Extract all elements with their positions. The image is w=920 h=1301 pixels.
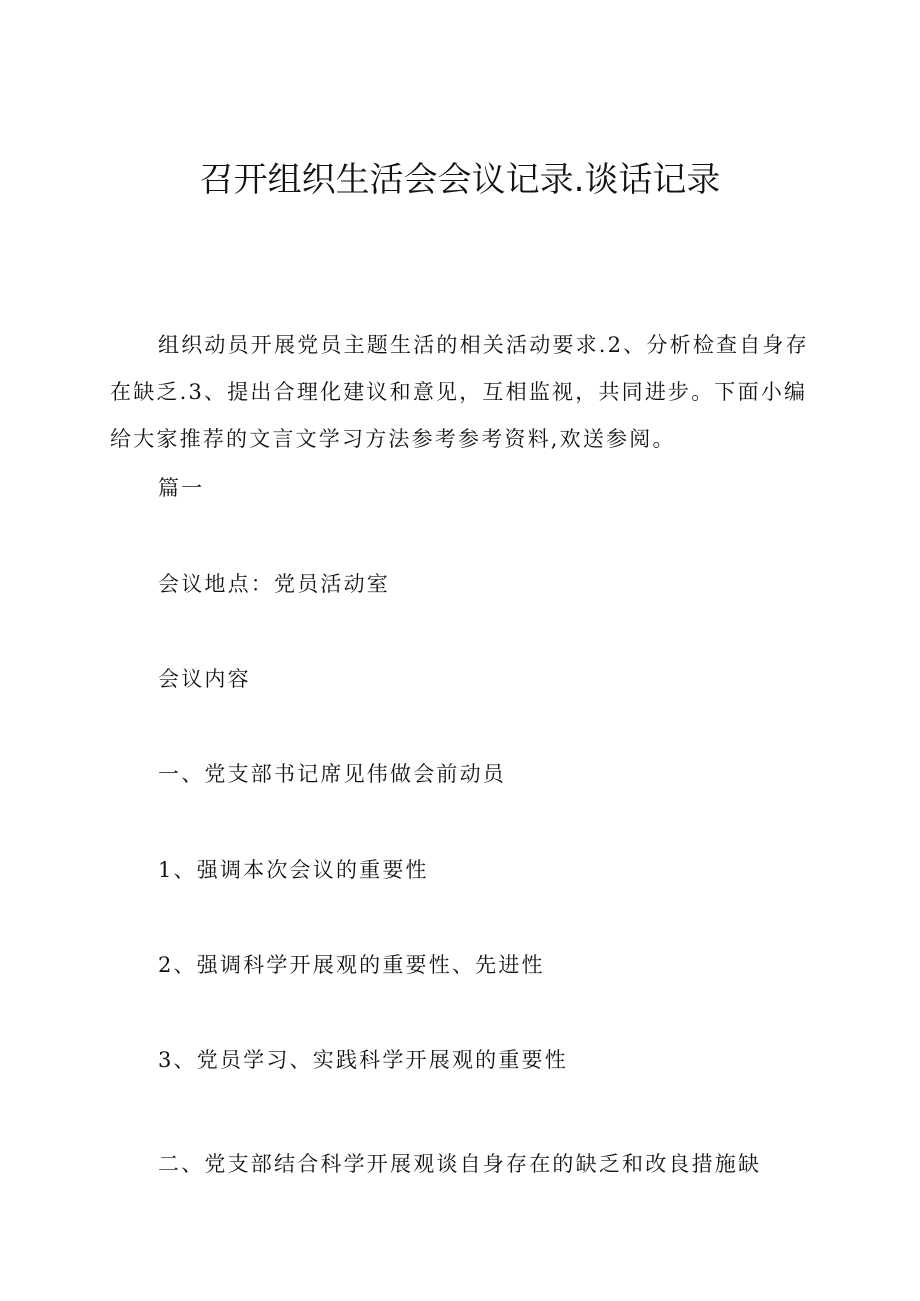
section-label: 篇一 bbox=[158, 476, 205, 500]
agenda-item-1: 一、党支部书记席见伟做会前动员 bbox=[158, 762, 506, 786]
agenda-item-2: 二、党支部结合科学开展观谈自身存在的缺乏和改良措施缺 bbox=[158, 1152, 762, 1176]
document-title: 召开组织生活会会议记录.谈话记录 bbox=[199, 160, 721, 200]
agenda-subitem-3: 3、党员学习、实践科学开展观的重要性 bbox=[158, 1048, 568, 1072]
agenda-subitem-2: 2、强调科学开展观的重要性、先进性 bbox=[158, 953, 545, 977]
agenda-subitem-1: 1、强调本次会议的重要性 bbox=[158, 858, 429, 882]
meeting-content-heading: 会议内容 bbox=[158, 667, 251, 691]
meeting-location: 会议地点：党员活动室 bbox=[158, 572, 390, 596]
intro-paragraph: 组织动员开展党员主题生活的相关活动要求.2、分析检查自身存在缺乏.3、提出合理化建议和意见，互相监视，共同进步。下面小编给大家推荐的文言文学习方法参考参考资料,欢送参阅。 bbox=[110, 333, 809, 451]
